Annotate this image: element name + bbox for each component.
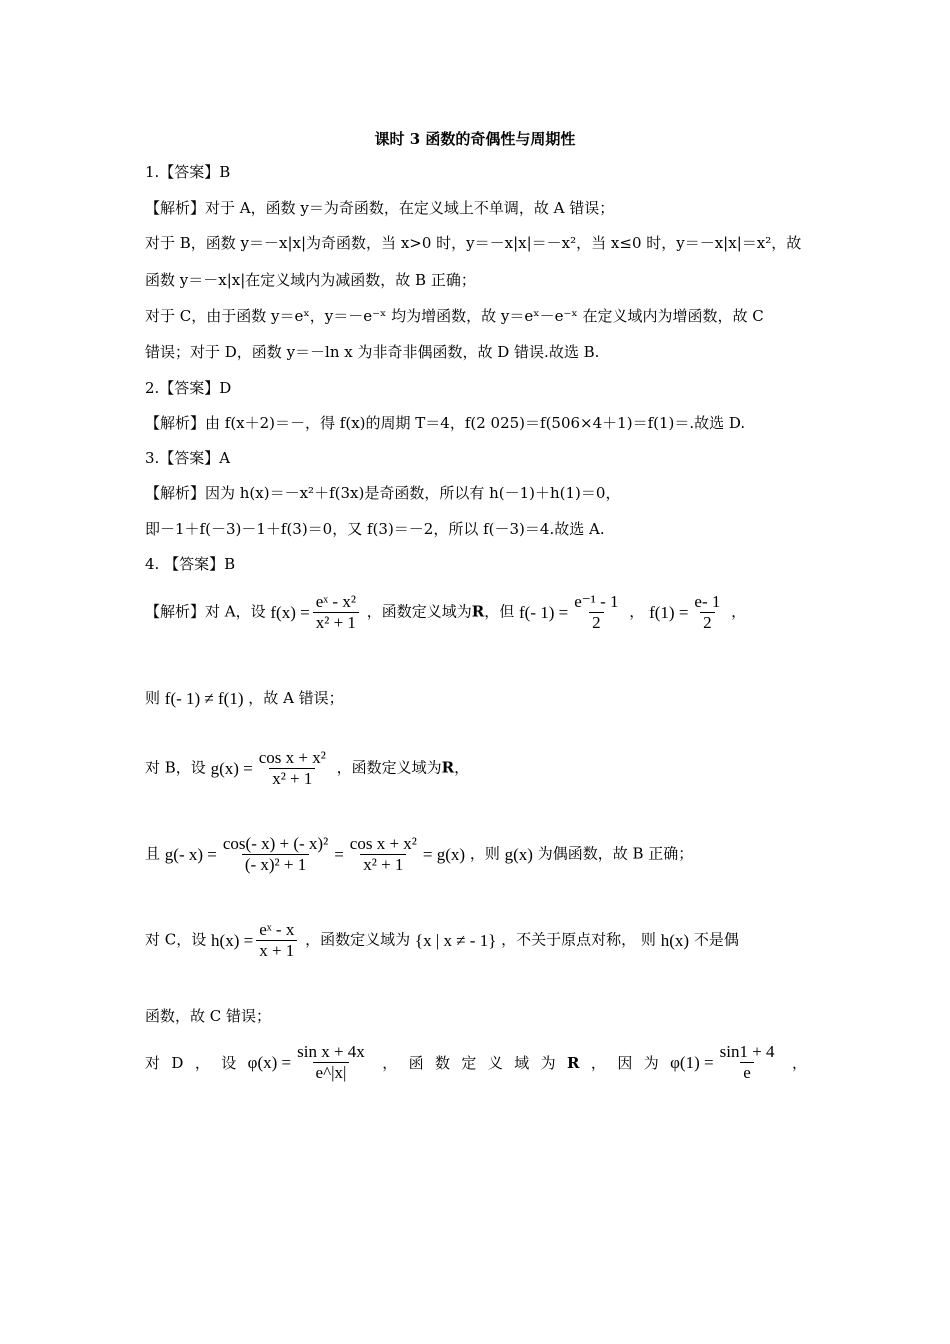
text-line-q3-ans: 3.【答案】A bbox=[145, 449, 231, 467]
text: 函 bbox=[408, 1054, 424, 1072]
fraction bbox=[256, 748, 329, 789]
text: ，则 bbox=[469, 844, 500, 863]
fraction bbox=[313, 592, 359, 633]
formula-phi1 bbox=[670, 1042, 780, 1083]
text-line-q1-a: 【解析】对于 A，函数 y＝为奇函数，在定义域上不单调，故 A 错误； bbox=[145, 199, 615, 217]
text: ，函数定义域为 bbox=[336, 758, 442, 777]
fraction bbox=[347, 834, 420, 875]
text: ，但 bbox=[484, 602, 515, 621]
fraction bbox=[220, 834, 331, 875]
denominator: x² + 1 bbox=[360, 854, 406, 875]
text: 则 bbox=[145, 689, 161, 707]
formula-h bbox=[211, 920, 300, 961]
text: 域 bbox=[514, 1054, 530, 1072]
text: ，函数定义域为 bbox=[305, 930, 411, 949]
text: ， bbox=[731, 602, 747, 621]
numerator: eˣ - x bbox=[259, 920, 295, 939]
text: ，不关于原点对称， 则 bbox=[501, 930, 656, 949]
denominator: (- x)² + 1 bbox=[242, 854, 309, 875]
denominator: e bbox=[740, 1062, 754, 1083]
text-line-q1-b1: 对于 B，函数 y＝－x|x|为奇函数，当 x>0 时，y＝－x|x|＝－x²，当 x≤0 时，y＝－x|x|＝x²，故 bbox=[145, 234, 802, 252]
numerator: e⁻¹ - 1 bbox=[574, 592, 619, 611]
math-text: f(1) = bbox=[649, 602, 689, 622]
text: ，故 A 错误； bbox=[248, 689, 344, 707]
bold-r: R bbox=[471, 602, 485, 621]
numerator: cos x + x² bbox=[258, 748, 326, 767]
fraction bbox=[294, 1042, 368, 1083]
fraction bbox=[256, 920, 297, 961]
text: 定 bbox=[461, 1054, 477, 1072]
numerator: cos(- x) + (- x)² bbox=[222, 834, 329, 853]
numerator: sin x + 4x bbox=[297, 1042, 365, 1061]
math-text: f(- 1) = bbox=[519, 602, 569, 622]
text: 数 bbox=[435, 1054, 451, 1072]
math-text: φ(1) = bbox=[670, 1052, 714, 1072]
text: D bbox=[171, 1053, 184, 1072]
formula-f1 bbox=[649, 592, 726, 633]
text: 为偶函数，故 B 正确； bbox=[537, 844, 694, 863]
text: 【解析】对 A，设 bbox=[145, 602, 266, 621]
text: ， bbox=[382, 1054, 398, 1072]
denominator: 2 bbox=[700, 612, 715, 633]
text: ， bbox=[194, 1054, 210, 1072]
math-text: h(x) = bbox=[211, 930, 254, 950]
q4-a-line bbox=[145, 592, 746, 633]
text: 不是偶 bbox=[693, 930, 739, 949]
fraction bbox=[571, 592, 621, 633]
math-text: g(x) = bbox=[210, 758, 253, 778]
text-line-q1-c1: 对于 C，由于函数 y＝eˣ，y＝－e⁻ˣ 均为增函数，故 y＝eˣ－e⁻ˣ 在定义域内为增函数，故 C bbox=[145, 307, 764, 325]
text: 义 bbox=[487, 1054, 503, 1072]
text: 对 C，设 bbox=[145, 930, 207, 949]
math-text: = g(x) bbox=[422, 844, 466, 864]
numerator: eˣ - x² bbox=[315, 592, 356, 611]
math-text: = bbox=[334, 844, 344, 864]
text: ， bbox=[791, 1054, 807, 1072]
math-text: φ(x) = bbox=[247, 1052, 292, 1072]
text-line-q1-b2: 函数 y＝－x|x|在定义域内为减函数，故 B 正确； bbox=[145, 271, 476, 289]
formula-phi bbox=[248, 1042, 371, 1083]
denominator: e^|x| bbox=[313, 1062, 350, 1083]
formula-g bbox=[211, 748, 332, 789]
text: ，函数定义域为 bbox=[366, 602, 472, 621]
formula-g-neg bbox=[165, 834, 465, 875]
numerator: sin1 + 4 bbox=[719, 1042, 775, 1061]
denominator: x² + 1 bbox=[313, 612, 359, 633]
q4-b2-line bbox=[145, 834, 693, 875]
numerator: e- 1 bbox=[694, 592, 721, 611]
text-line-q3-b: 即－1＋f(－3)－1＋f(3)＝0，又 f(3)＝－2，所以 f(－3)＝4.故选 A. bbox=[145, 520, 605, 538]
denominator: x + 1 bbox=[256, 940, 297, 961]
page-title: 课时 3 函数的奇偶性与周期性 bbox=[374, 130, 576, 148]
text: ， bbox=[590, 1054, 606, 1072]
text: 为 bbox=[643, 1054, 659, 1072]
formula-fm1 bbox=[519, 592, 625, 633]
formula-hx: h(x) bbox=[660, 930, 690, 950]
text-line-q4-ans: 4. 【答案】B bbox=[145, 555, 236, 573]
denominator: 2 bbox=[589, 612, 604, 633]
math-text: f(x) = bbox=[270, 602, 310, 622]
q4-c2-line: 函数，故 C 错误； bbox=[145, 1007, 272, 1025]
q4-d-line bbox=[145, 1042, 807, 1083]
formula-gx: g(x) bbox=[504, 844, 533, 864]
text-line-q2-ans: 2.【答案】D bbox=[145, 379, 232, 397]
bold-r: R bbox=[567, 1053, 580, 1072]
text-line-q2-a: 【解析】由 f(x＋2)＝－，得 f(x)的周期 T＝4，f(2 025)＝f(506×4＋1)＝f(1)＝.故选 D. bbox=[145, 414, 746, 432]
text: 设 bbox=[221, 1054, 237, 1072]
formula-set: {x | x ≠ - 1} bbox=[414, 930, 497, 950]
text: 对 bbox=[145, 1054, 161, 1072]
text-line-q3-a: 【解析】因为 h(x)＝－x²＋f(3x)是奇函数，所以有 h(－1)＋h(1)＝0， bbox=[145, 484, 621, 502]
formula-f bbox=[270, 592, 362, 633]
formula-inequality: f(- 1) ≠ f(1) bbox=[164, 689, 244, 708]
q4-c-line bbox=[145, 920, 739, 961]
denominator: x² + 1 bbox=[269, 768, 315, 789]
math-text: g(- x) = bbox=[164, 844, 217, 864]
numerator: cos x + x² bbox=[349, 834, 417, 853]
text: 为 bbox=[540, 1054, 556, 1072]
text: 对 B，设 bbox=[145, 758, 206, 777]
text: 因 bbox=[617, 1054, 633, 1072]
text-line-q1-ans: 1.【答案】B bbox=[145, 163, 231, 181]
q4-b-line bbox=[145, 748, 469, 789]
text: ， bbox=[629, 602, 645, 621]
fraction bbox=[691, 592, 723, 633]
text-line-q1-c2: 错误；对于 D，函数 y＝－ln x 为非奇非偶函数，故 D 错误.故选 B. bbox=[145, 343, 600, 361]
fraction bbox=[717, 1042, 778, 1083]
q4-a2-line bbox=[145, 688, 344, 709]
bold-r: R bbox=[441, 758, 455, 777]
text: ， bbox=[454, 758, 470, 777]
text: 且 bbox=[145, 844, 161, 863]
